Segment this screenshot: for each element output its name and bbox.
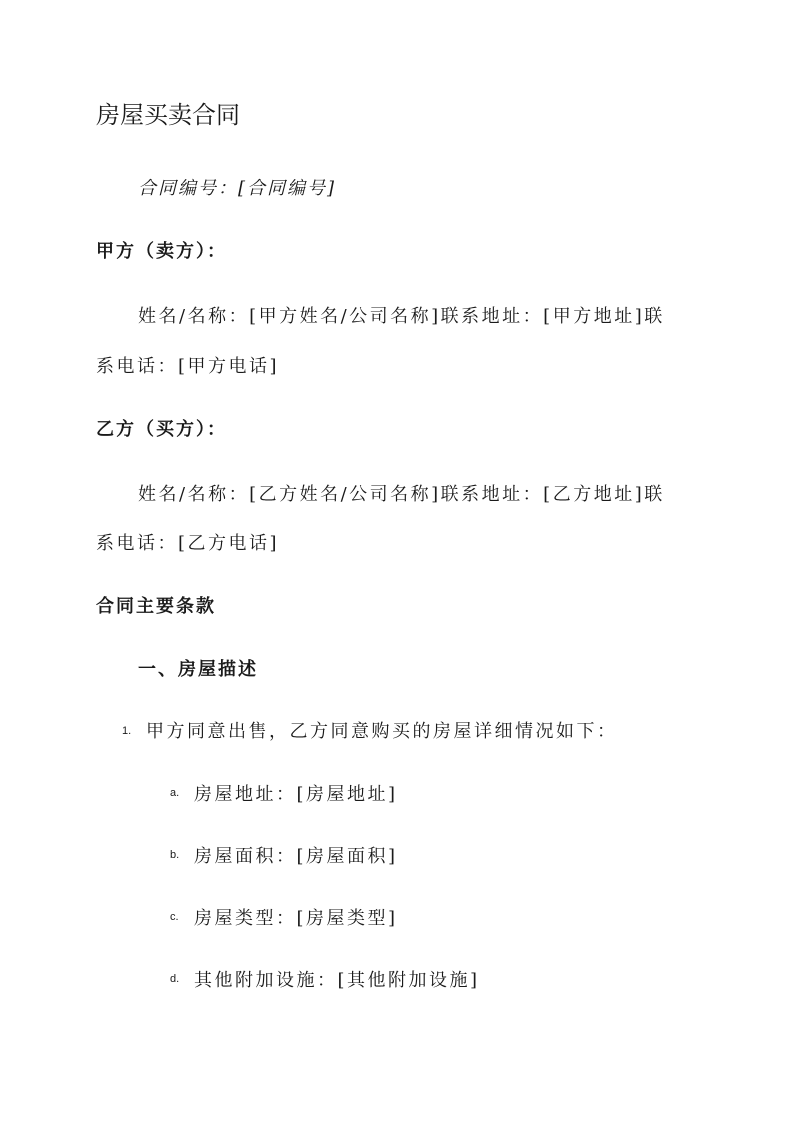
party-a-heading: 甲方（卖方）： [96,241,227,262]
party-b-info-line-1: 姓名/名称：[乙方姓名/公司名称]联系地址：[乙方地址]联 [138,484,665,505]
subitem-marker-c: c. [170,911,179,923]
party-a-info-line-2: 系电话：[甲方电话] [96,356,280,377]
list-item-number: 1. [122,725,132,737]
subitem-marker-d: d. [170,973,180,985]
list-item-text: 甲方同意出售，乙方同意购买的房屋详细情况如下： [146,721,618,742]
party-b-heading: 乙方（买方）： [96,419,227,440]
main-terms-heading: 合同主要条款 [96,596,216,617]
subitem-text-c: 房屋类型：[房屋类型] [194,908,398,929]
party-b-info-line-2: 系电话：[乙方电话] [96,533,280,554]
contract-number: 合同编号：[合同编号] [138,178,337,199]
party-a-info-line-1: 姓名/名称：[甲方姓名/公司名称]联系地址：[甲方地址]联 [138,306,665,327]
subitem-marker-a: a. [170,787,180,799]
subitem-text-b: 房屋面积：[房屋面积] [194,846,398,867]
subitem-marker-b: b. [170,849,180,861]
subitem-text-a: 房屋地址：[房屋地址] [194,784,398,805]
subitem-text-d: 其他附加设施：[其他附加设施] [194,970,480,991]
section-1-heading: 一、房屋描述 [138,659,258,680]
document-title: 房屋买卖合同 [96,101,240,129]
